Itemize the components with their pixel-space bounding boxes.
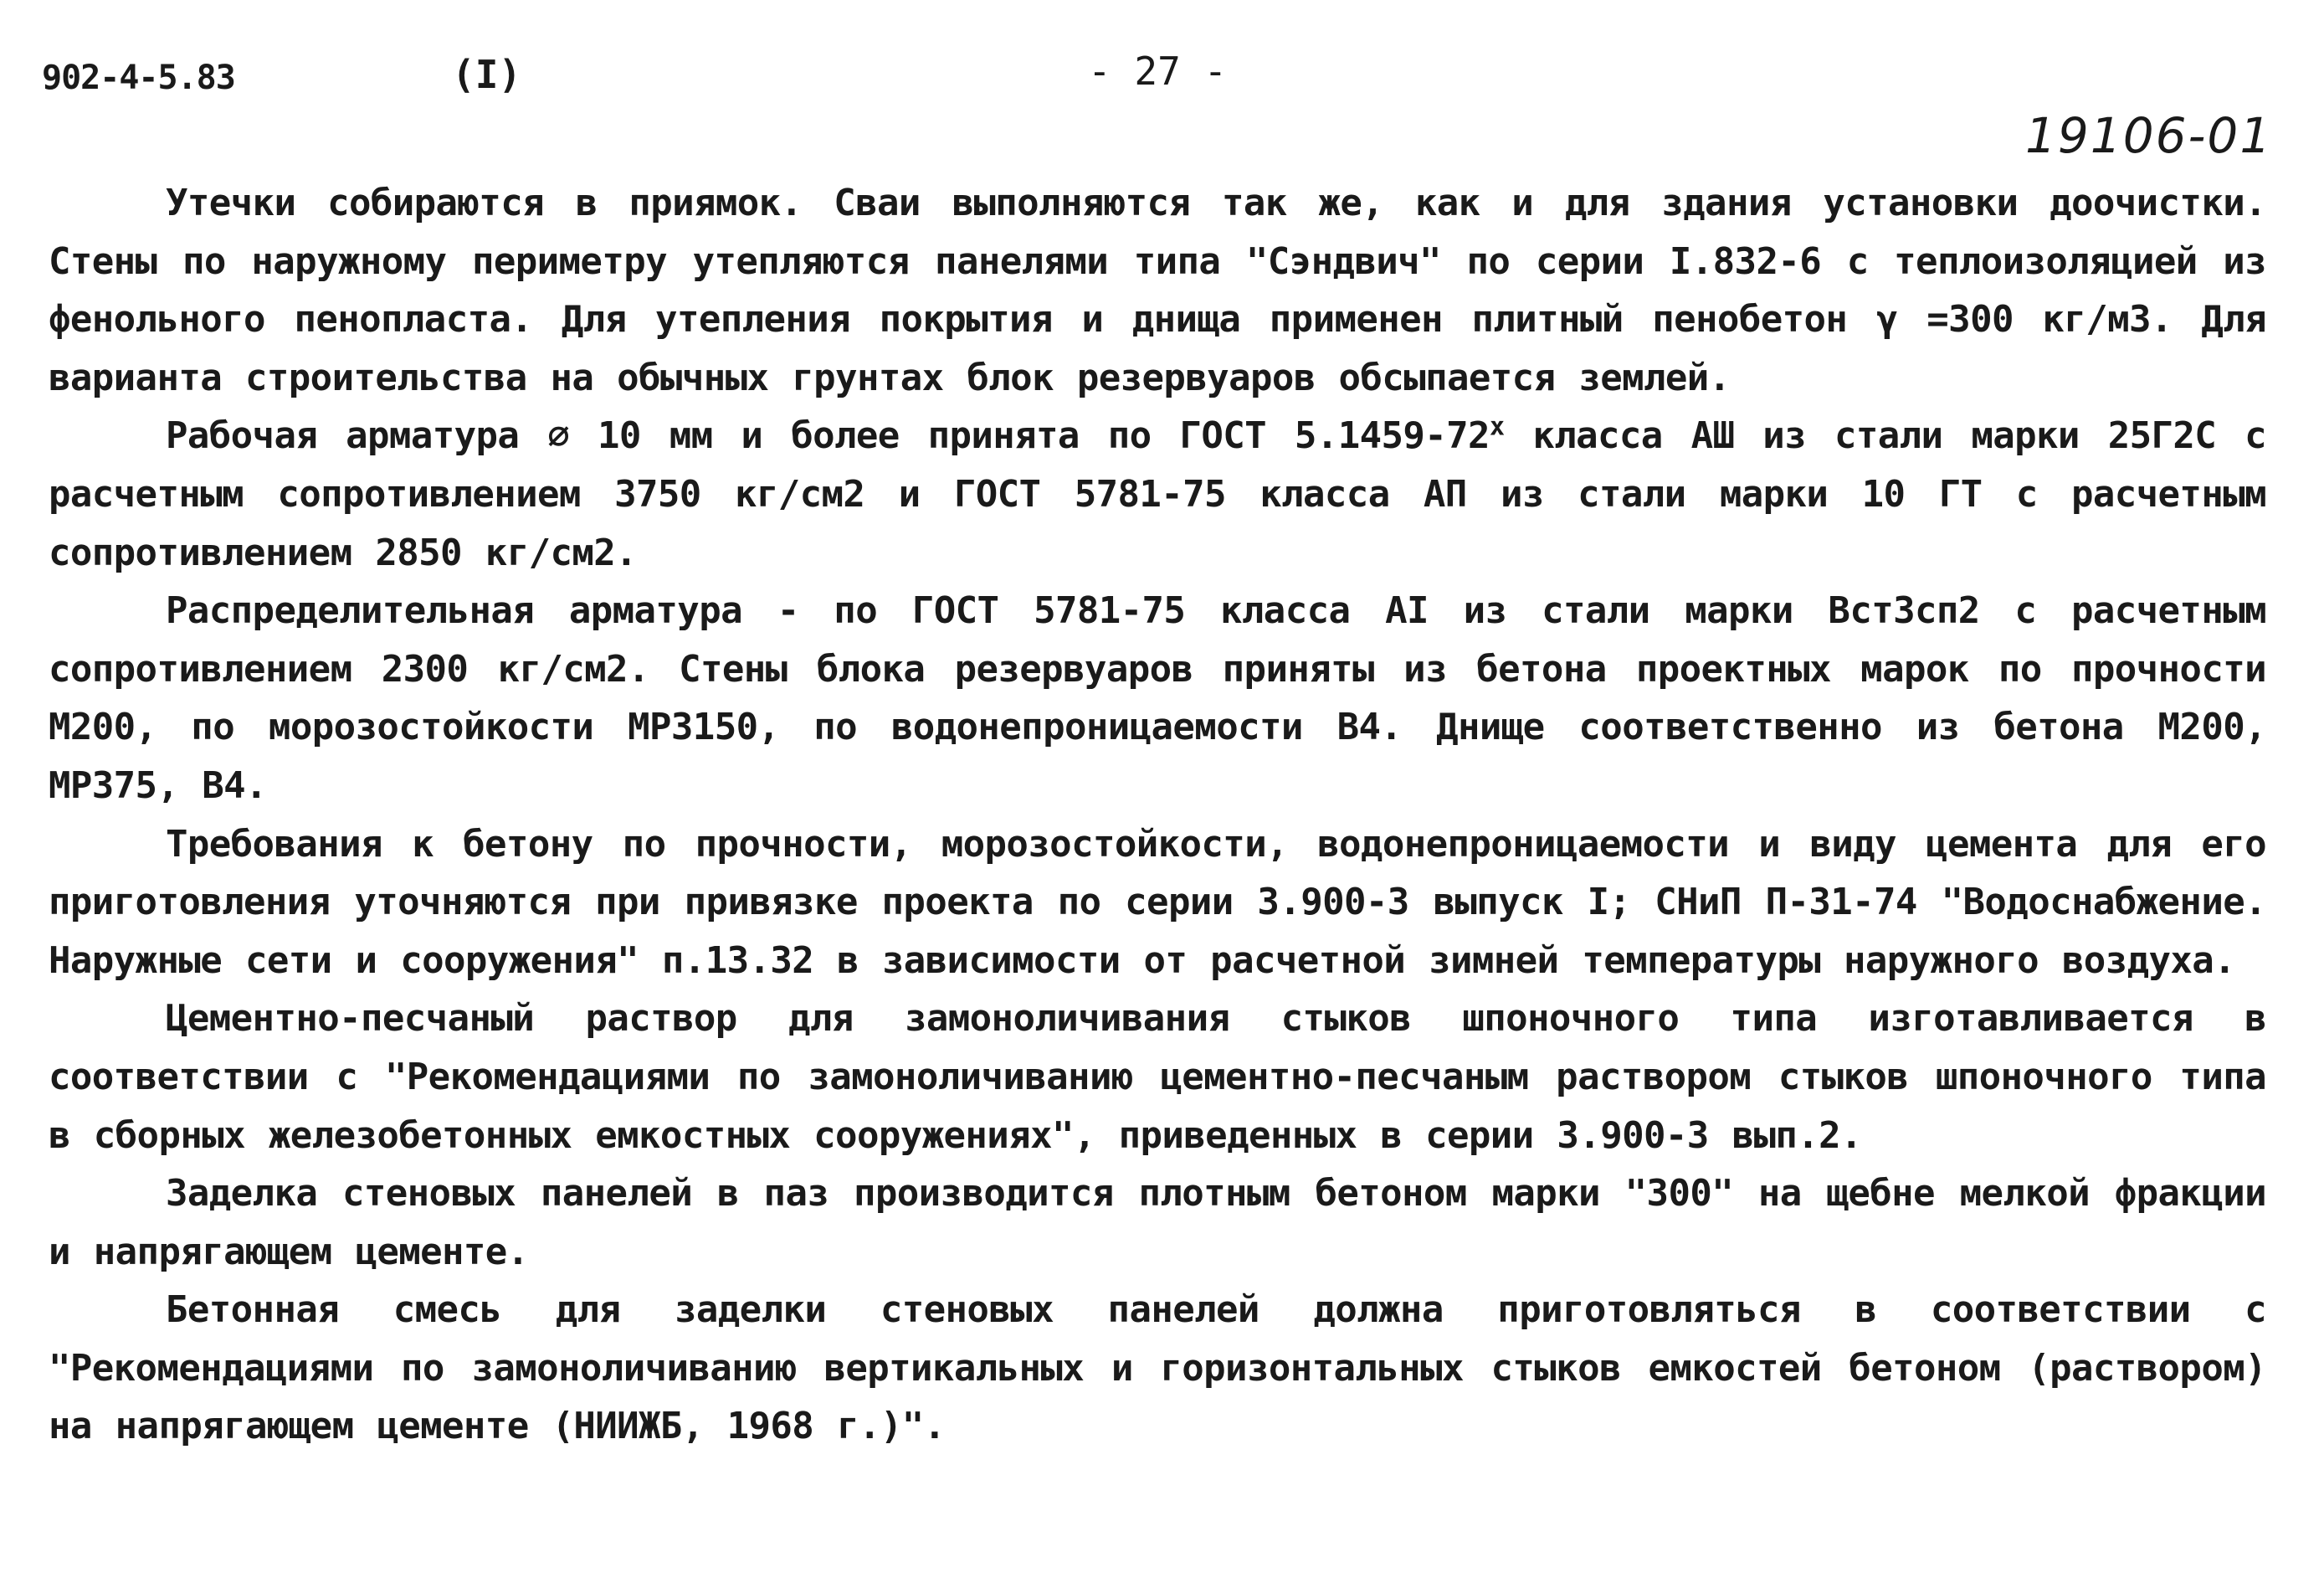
paragraph-wall-panel-embedding: Заделка стеновых панелей в паз производится плотным бетоном марки "300" на щебне мелкой фракции и напрягающем цементе.	[49, 1172, 2266, 1273]
paragraph-drainage-and-insulation: Утечки собираются в приямок. Сваи выполняются так же, как и для здания установки доочистки. Стены по наружному периметру утепляются панелями типа "Сэндвич" по серии I.832-6 с теплоизоляцией из фенольного пенопласта. Для утепления покрытия и днища применен плитный пенобетон γ =300 кг/м3. Для варианта строительства на обычных грунтах блок резервуаров обсыпается землей.	[49, 182, 2266, 399]
document-code: 902-4-5.83	[42, 59, 235, 97]
archive-number: 19106-01	[2025, 107, 2273, 164]
paragraph-concrete-mix: Бетонная смесь для заделки стеновых панелей должна приготовляться в соответствии с "Рекомендациями по замоноличиванию вертикальных и горизонтальных стыков емкостей бетоном (раствором) на напрягающем цементе (НИИЖБ, 1968 г.)".	[49, 1288, 2266, 1448]
paragraph-distribution-reinforcement: Распределительная арматура - по ГОСТ 5781-75 класса AI из стали марки ВстЗсп2 с расчетным сопротивлением 2300 кг/см2. Стены блока резервуаров приняты из бетона проектных марок по прочности М200, по морозостойкости МРЗ150, по водонепроницаемости В4. Днище соответственно из бетона М200, МРЗ75, В4.	[49, 589, 2266, 807]
part-number: (I)	[452, 52, 522, 97]
paragraph-working-reinforcement	[49, 407, 2266, 582]
body-text	[49, 174, 2266, 1456]
page-number: - 27 -	[1088, 49, 1228, 94]
paragraph-text-after-superscript: класса АШ из стали марки 25Г2С с расчетным сопротивлением 3750 кг/см2 и ГОСТ 5781-75 класса АП из стали марки 10 ГТ с расчетным сопротивлением 2850 кг/см2.	[49, 414, 2266, 574]
paragraph-cement-sand-mortar: Цементно-песчаный раствор для замоноличивания стыков шпоночного типа изготавливается в соответствии с "Рекомендациями по замоноличиванию цементно-песчаным раствором стыков шпоночного типа в сборных железобетонных емкостных сооружениях", приведенных в серии 3.900-3 вып.2.	[49, 997, 2266, 1157]
superscript-mark: x	[1489, 412, 1505, 442]
paragraph-text-before-superscript: Рабочая арматура ∅ 10 мм и более принята по ГОСТ 5.1459-72	[166, 414, 1490, 458]
paragraph-concrete-requirements: Требования к бетону по прочности, морозостойкости, водонепроницаемости и виду цемента для его приготовления уточняются при привязке проекта по серии 3.900-3 выпуск I; СНиП П-31-74 "Водоснабжение. Наружные сети и сооружения" п.13.32 в зависимости от расчетной зимней температуры наружного воздуха.	[49, 822, 2266, 982]
